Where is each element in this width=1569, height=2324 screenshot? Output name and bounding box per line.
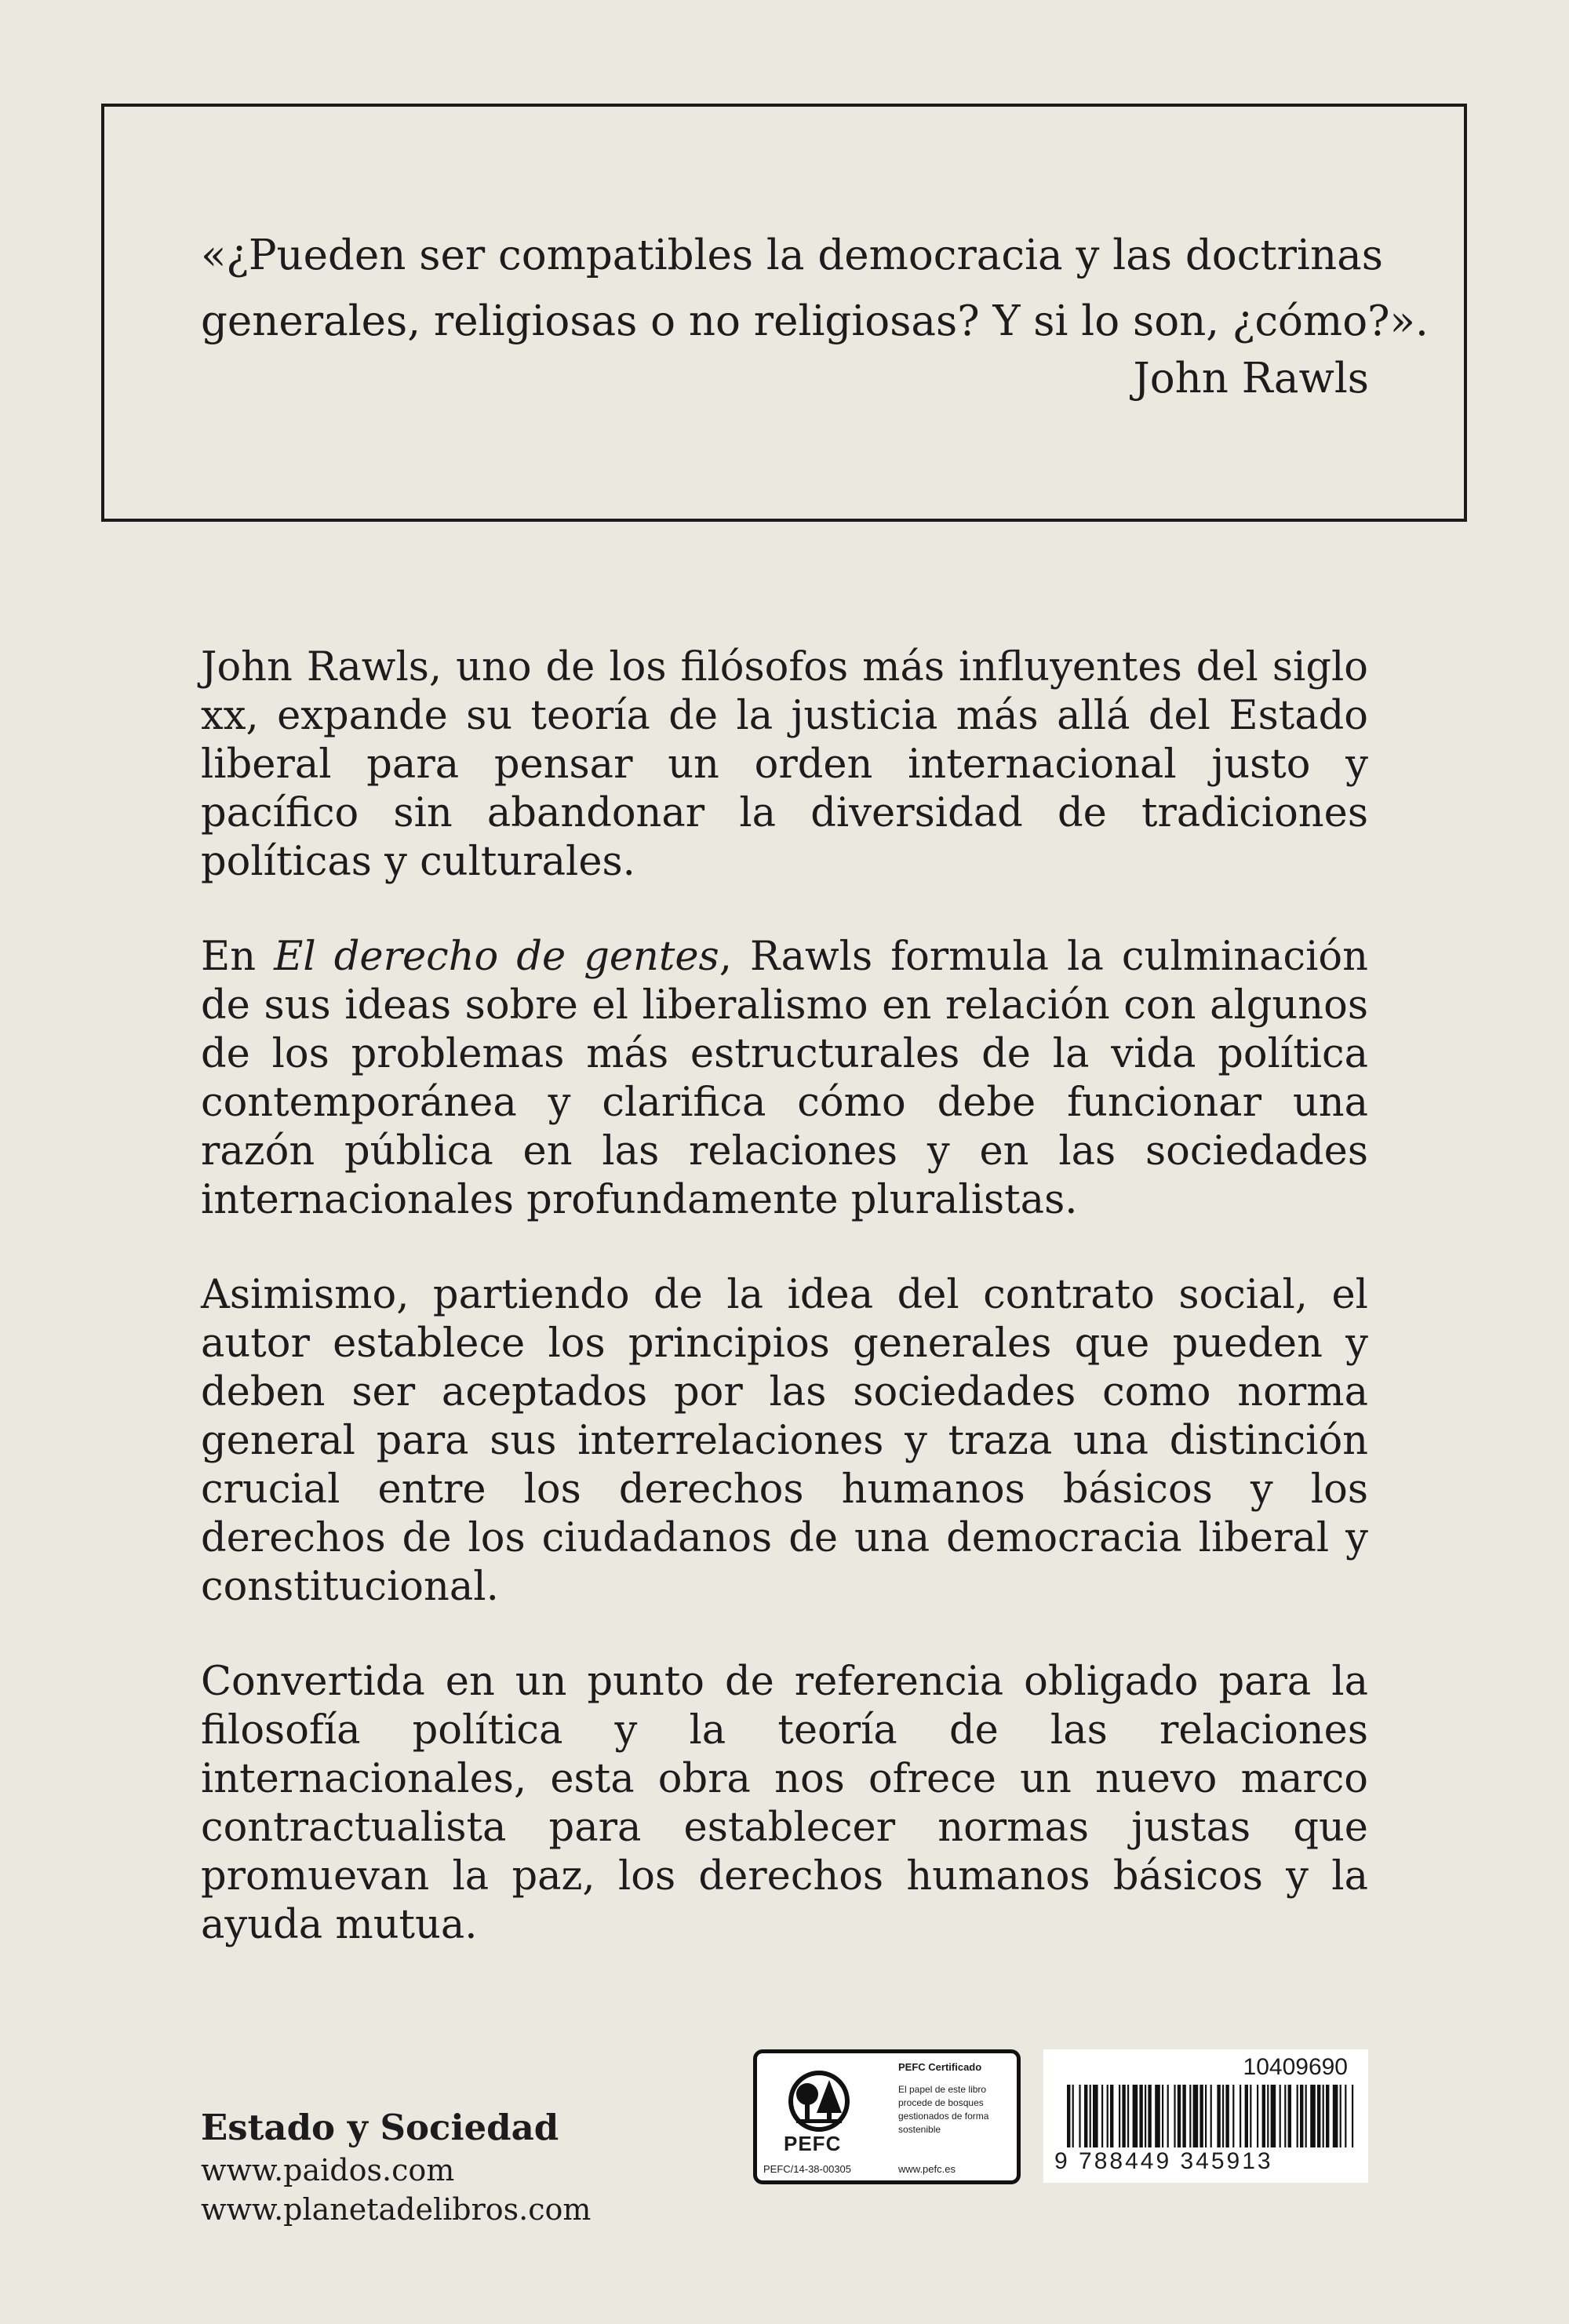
publisher-url-paidos: www.paidos.com: [201, 2153, 455, 2187]
barcode-bar: [1284, 2085, 1286, 2147]
book-title-italic: El derecho de gentes: [274, 934, 719, 980]
barcode-bar: [1200, 2085, 1203, 2147]
barcode-bar: [1133, 2085, 1138, 2147]
publisher-imprint: [201, 2105, 591, 2229]
barcode-bar: [1217, 2085, 1220, 2147]
barcode-bar: [1090, 2085, 1091, 2147]
barcode-bar: [1262, 2085, 1265, 2147]
pefc-wordmark: PEFC: [784, 2132, 842, 2155]
barcode-bar: [1280, 2085, 1281, 2147]
publisher-url-planeta: www.planetadelibros.com: [201, 2192, 592, 2227]
barcode-bar: [1340, 2085, 1341, 2147]
barcode-bar: [1317, 2085, 1320, 2147]
barcode-bar: [1122, 2085, 1125, 2147]
barcode-bar: [1084, 2085, 1087, 2147]
barcode-bar: [1155, 2085, 1160, 2147]
book-description: [201, 643, 1368, 1996]
product-reference-number: 10409690: [1243, 2054, 1348, 2080]
barcode-bar: [1271, 2085, 1276, 2147]
barcode-bar: [1323, 2085, 1324, 2147]
barcode-bar: [1305, 2085, 1307, 2147]
barcode-bar: [1119, 2085, 1120, 2147]
barcode-bar: [1257, 2085, 1258, 2147]
barcode-bar: [1210, 2085, 1212, 2147]
barcode-bar: [1288, 2085, 1291, 2147]
barcode-bar: [1167, 2085, 1169, 2147]
barcode-bar: [1352, 2085, 1353, 2147]
description-paragraph-2: [201, 933, 1368, 1225]
barcode-bar: [1182, 2085, 1185, 2147]
barcode-bar: [1222, 2085, 1224, 2147]
barcode-bar: [1245, 2085, 1248, 2147]
barcode-bar: [1107, 2085, 1108, 2147]
barcode-bar: [1101, 2085, 1103, 2147]
barcode-bar: [1189, 2085, 1191, 2147]
pefc-code: PEFC/14-38-00305: [763, 2163, 852, 2175]
description-paragraph-3: Asimismo, partiendo de la idea del contrato social, el autor establece los principios generales que pueden y deben ser aceptados por las sociedades como norma general para sus interrelaciones y traza una distinción crucial entre los derechos humanos básicos y los derechos de los ciudadanos de una democracia liberal y constitucional.: [201, 1272, 1368, 1610]
barcode-bar: [1139, 2085, 1142, 2147]
pefc-description: El papel de este libro procede de bosques gestionados de forma sostenible: [898, 2084, 989, 2135]
barcode-bar: [1232, 2085, 1234, 2147]
series-name: Estado y Sociedad: [201, 2107, 559, 2148]
barcode-bar: [1205, 2085, 1207, 2147]
barcode-bar: [1225, 2085, 1229, 2147]
barcode-bar: [1067, 2085, 1070, 2147]
barcode-bar: [1193, 2085, 1199, 2147]
barcode-bar: [1110, 2085, 1113, 2147]
barcode-bar: [1300, 2085, 1303, 2147]
isbn-barcode-label: [1043, 2049, 1368, 2183]
barcode-bar: [1127, 2085, 1129, 2147]
barcode-bar: [1148, 2085, 1151, 2147]
barcode-bar: [1250, 2085, 1251, 2147]
barcode-bar: [1326, 2085, 1329, 2147]
paragraph-2-rest: , Rawls formula la culminación de sus ideas sobre el liberalismo en relación con algunos de los problemas más estructurales de la vida política contemporánea y clarifica cómo debe funcionar una razón pública en las relaciones y en las sociedades internacionales profundamente pluralistas.: [201, 934, 1368, 1223]
barcode-bar: [1178, 2085, 1181, 2147]
barcode-bar: [1072, 2085, 1074, 2147]
barcode-bar: [1310, 2085, 1316, 2147]
barcode-bar: [1145, 2085, 1146, 2147]
barcode-bar: [1162, 2085, 1163, 2147]
barcode-bar: [1174, 2085, 1175, 2147]
quote-author: John Rawls: [1133, 355, 1369, 403]
barcode-bar: [1093, 2085, 1098, 2147]
pefc-certified-title: PEFC Certificado: [898, 2061, 982, 2073]
quote-box: [101, 104, 1467, 522]
barcode-bar: [1297, 2085, 1298, 2147]
barcode-bar: [1267, 2085, 1269, 2147]
paragraph-2-lead: En: [201, 934, 275, 980]
pefc-tree-icon: [776, 2071, 862, 2132]
barcode-bar: [1345, 2085, 1346, 2147]
description-paragraph-4: Convertida en un punto de referencia obligado para la filosofía política y la teoría de las relaciones internacionales, esta obra nos ofrece un nuevo marco contractualista para establecer normas justas que promuevan la paz, los derechos humanos básicos y la ayuda mutua.: [201, 1659, 1368, 1948]
barcode-icon: [1067, 2085, 1357, 2147]
barcode-bar: [1333, 2085, 1338, 2147]
barcode-bar: [1240, 2085, 1241, 2147]
isbn-number: 9 788449 345913: [1054, 2148, 1273, 2174]
barcode-bar: [1079, 2085, 1080, 2147]
pefc-certification-label: [753, 2049, 1021, 2184]
pefc-website: www.pefc.es: [898, 2163, 956, 2175]
description-paragraph-1: John Rawls, uno de los filósofos más influyentes del siglo xx, expande su teoría de la justicia más allá del Estado liberal para pensar un orden internacional justo y pacífico sin abandonar la diversidad de tradiciones políticas y culturales.: [201, 644, 1368, 885]
quote-text: «¿Pueden ser compatibles la democracia y las doctrinas generales, religiosas o no religiosas? Y si lo son, ¿cómo?».: [201, 231, 1429, 345]
